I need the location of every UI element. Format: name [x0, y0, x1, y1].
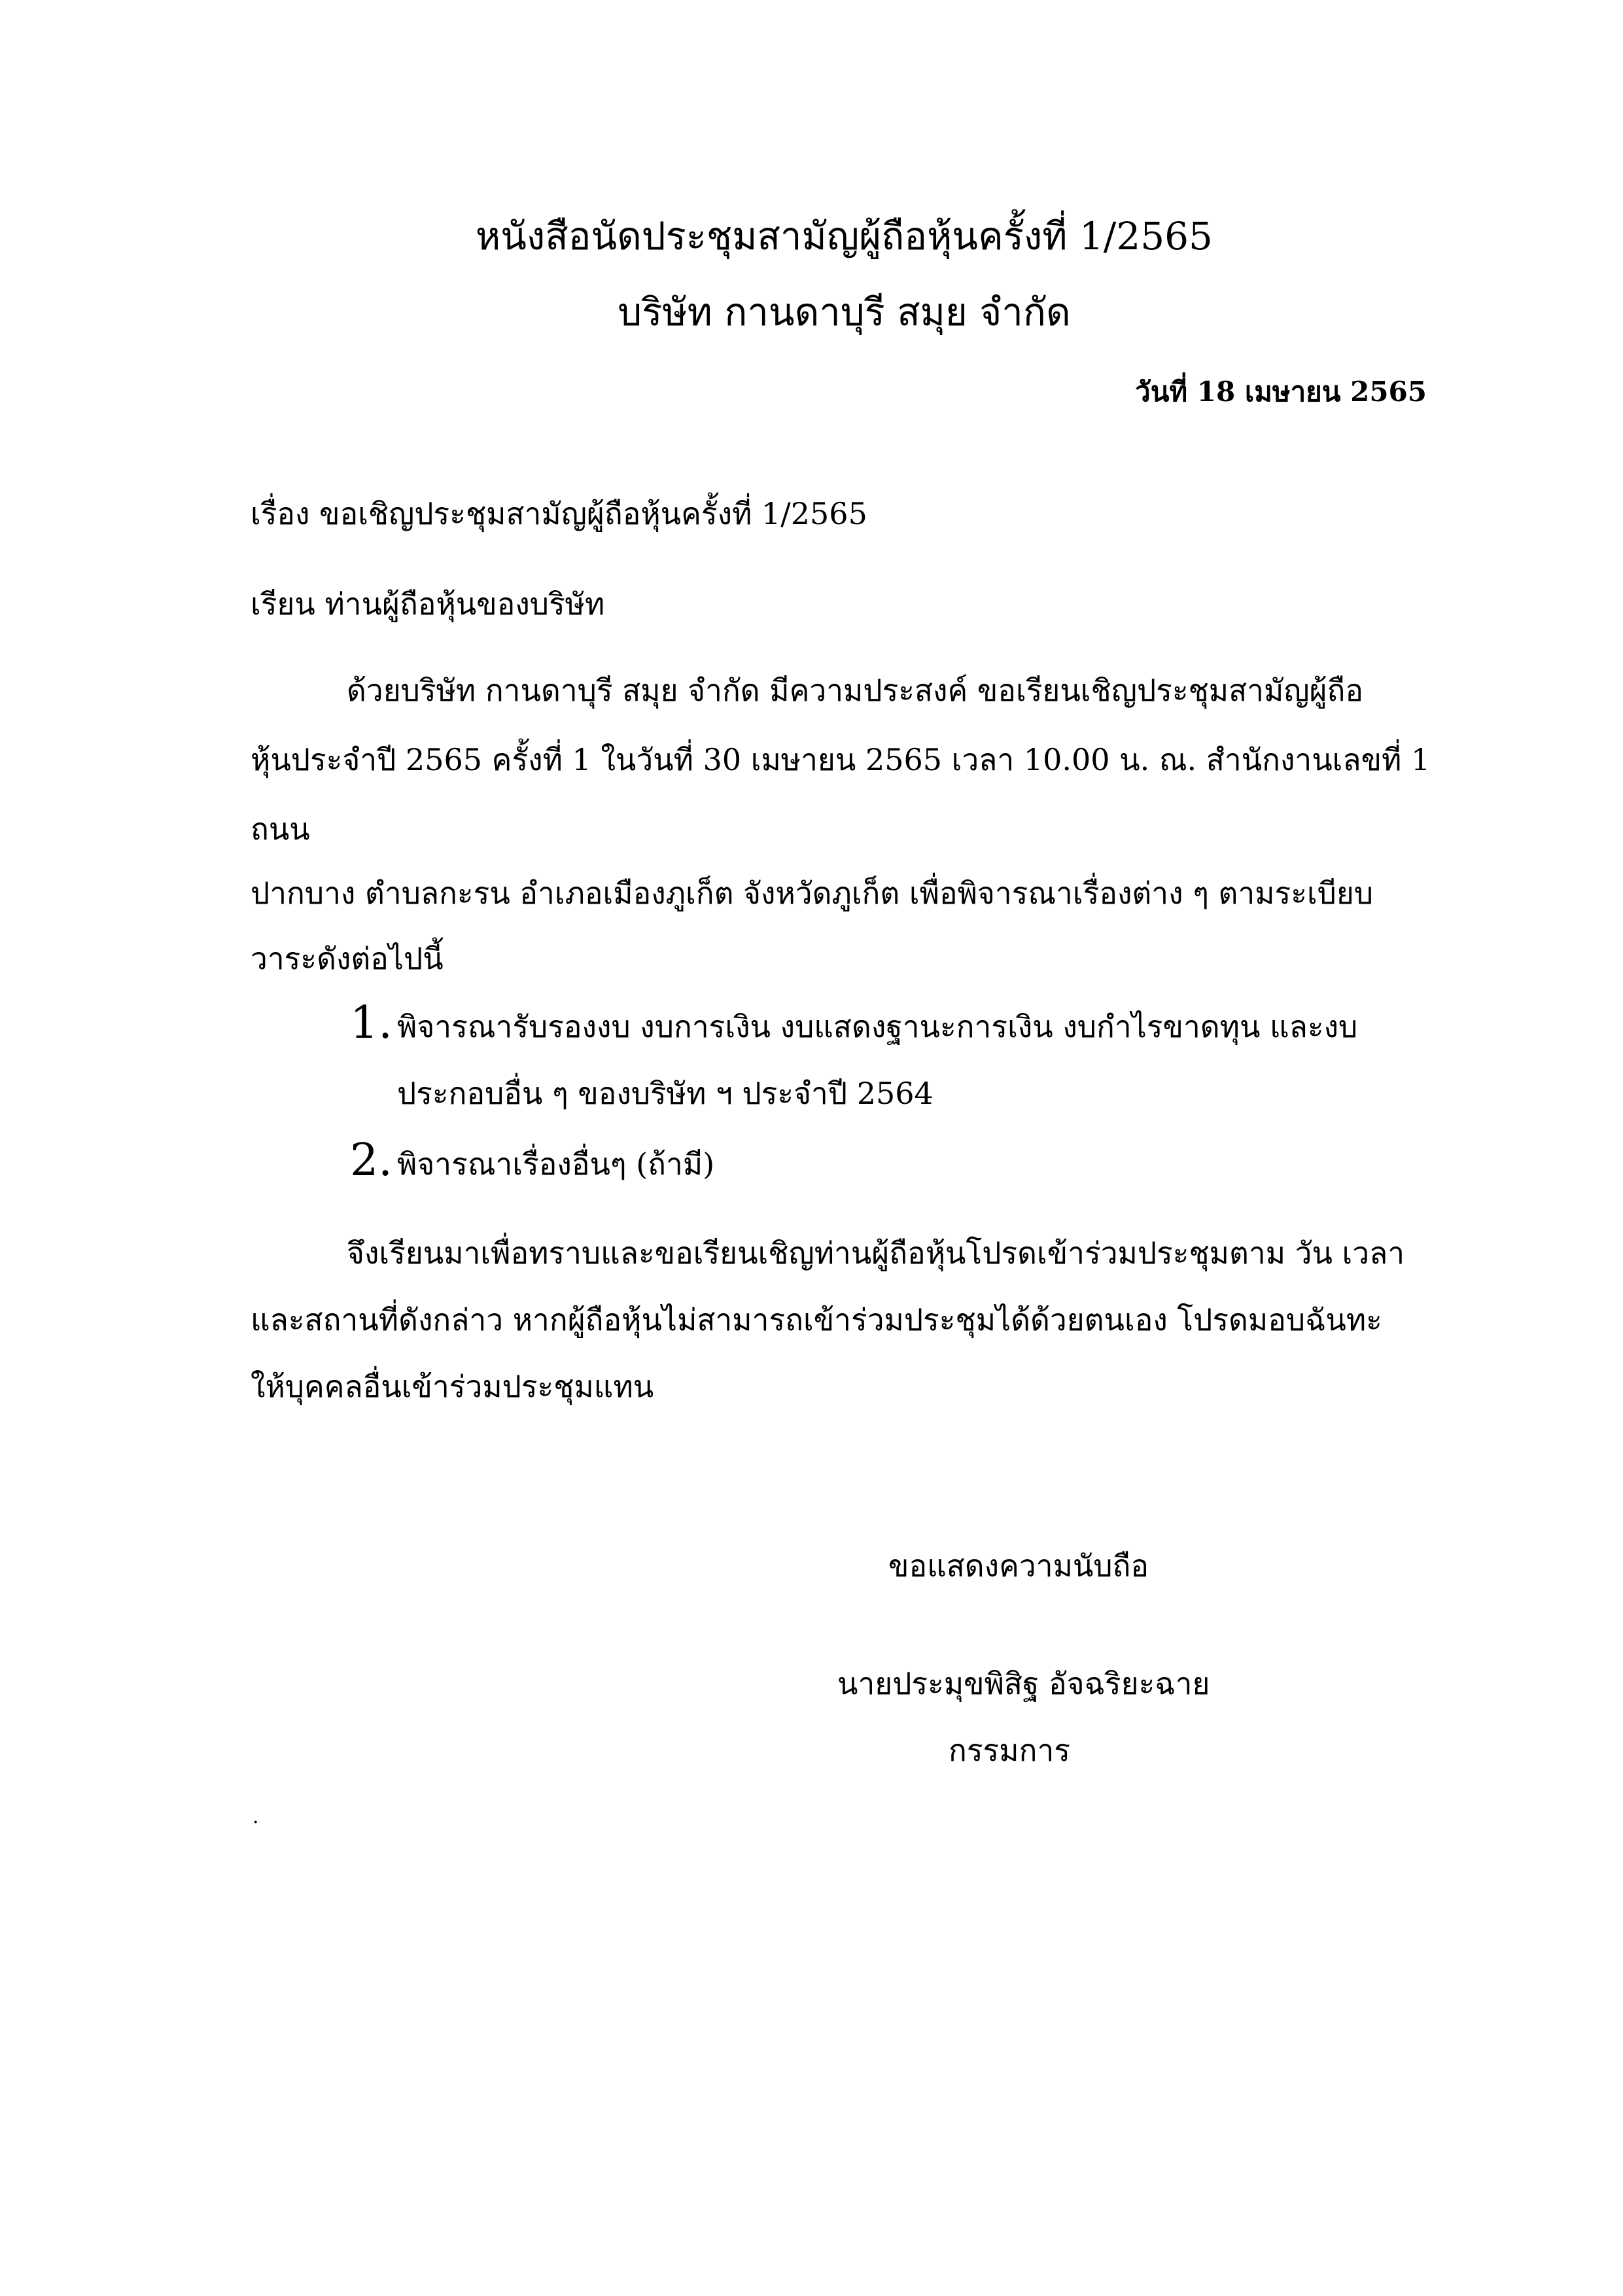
- agenda-text: ประกอบอื่น ๆ ของบริษัท ฯ ประจำปี 2564: [397, 1076, 934, 1111]
- company-name: บริษัท กานดาบุรี สมุย จำกัด: [618, 290, 1071, 334]
- letter-date: วันที่ 18 เมษายน 2565: [1135, 376, 1427, 408]
- closing-line: จึงเรียนมาเพื่อทราบและขอเรียนเชิญท่านผู้ถือหุ้นโปรดเข้าร่วมประชุมตาม วัน เวลา: [347, 1235, 1405, 1271]
- intro-line: วาระดังต่อไปนี้: [251, 941, 444, 976]
- signatory-name: นายประมุขพิสิฐ อัจฉริยะฉาย: [837, 1666, 1210, 1701]
- agenda-number: 1.: [350, 997, 393, 1049]
- intro-line: ปากบาง ตำบลกะรน อำเภอเมืองภูเก็ต จังหวัดภูเก็ต เพื่อพิจารณาเรื่องต่าง ๆ ตามระเบียบ: [251, 875, 1374, 911]
- footer-mark: .: [253, 1805, 259, 1828]
- letter-recipient: เรียน ท่านผู้ถือหุ้นของบริษัท: [251, 586, 605, 622]
- closing-line: และสถานที่ดังกล่าว หากผู้ถือหุ้นไม่สามารถเข้าร่วมประชุมได้ด้วยตนเอง โปรดมอบฉันทะ: [251, 1302, 1382, 1337]
- document-title: หนังสือนัดประชุมสามัญผู้ถือหุ้นครั้งที่ 1/2565: [476, 214, 1213, 258]
- letter-subject: เรื่อง ขอเชิญประชุมสามัญผู้ถือหุ้นครั้งที่ 1/2565: [251, 496, 867, 531]
- intro-line: ด้วยบริษัท กานดาบุรี สมุย จำกัด มีความประสงค์ ขอเรียนเชิญประชุมสามัญผู้ถือ: [347, 673, 1363, 708]
- agenda-number: 2.: [350, 1135, 393, 1186]
- agenda-text: พิจารณารับรองงบ งบการเงิน งบแสดงฐานะการเงิน งบกำไรขาดทุน และงบ: [397, 1009, 1358, 1044]
- intro-line: หุ้นประจำปี 2565 ครั้งที่ 1 ในวันที่ 30 เมษายน 2565 เวลา 10.00 น. ณ. สำนักงานเลขที่ 1: [251, 742, 1431, 777]
- closing-regards: ขอแสดงความนับถือ: [888, 1548, 1149, 1583]
- agenda-text: พิจารณาเรื่องอื่นๆ (ถ้ามี): [397, 1146, 715, 1182]
- signatory-position: กรรมการ: [949, 1733, 1070, 1768]
- closing-line: ให้บุคคลอื่นเข้าร่วมประชุมแทน: [251, 1369, 654, 1404]
- intro-line: ถนน: [251, 811, 310, 847]
